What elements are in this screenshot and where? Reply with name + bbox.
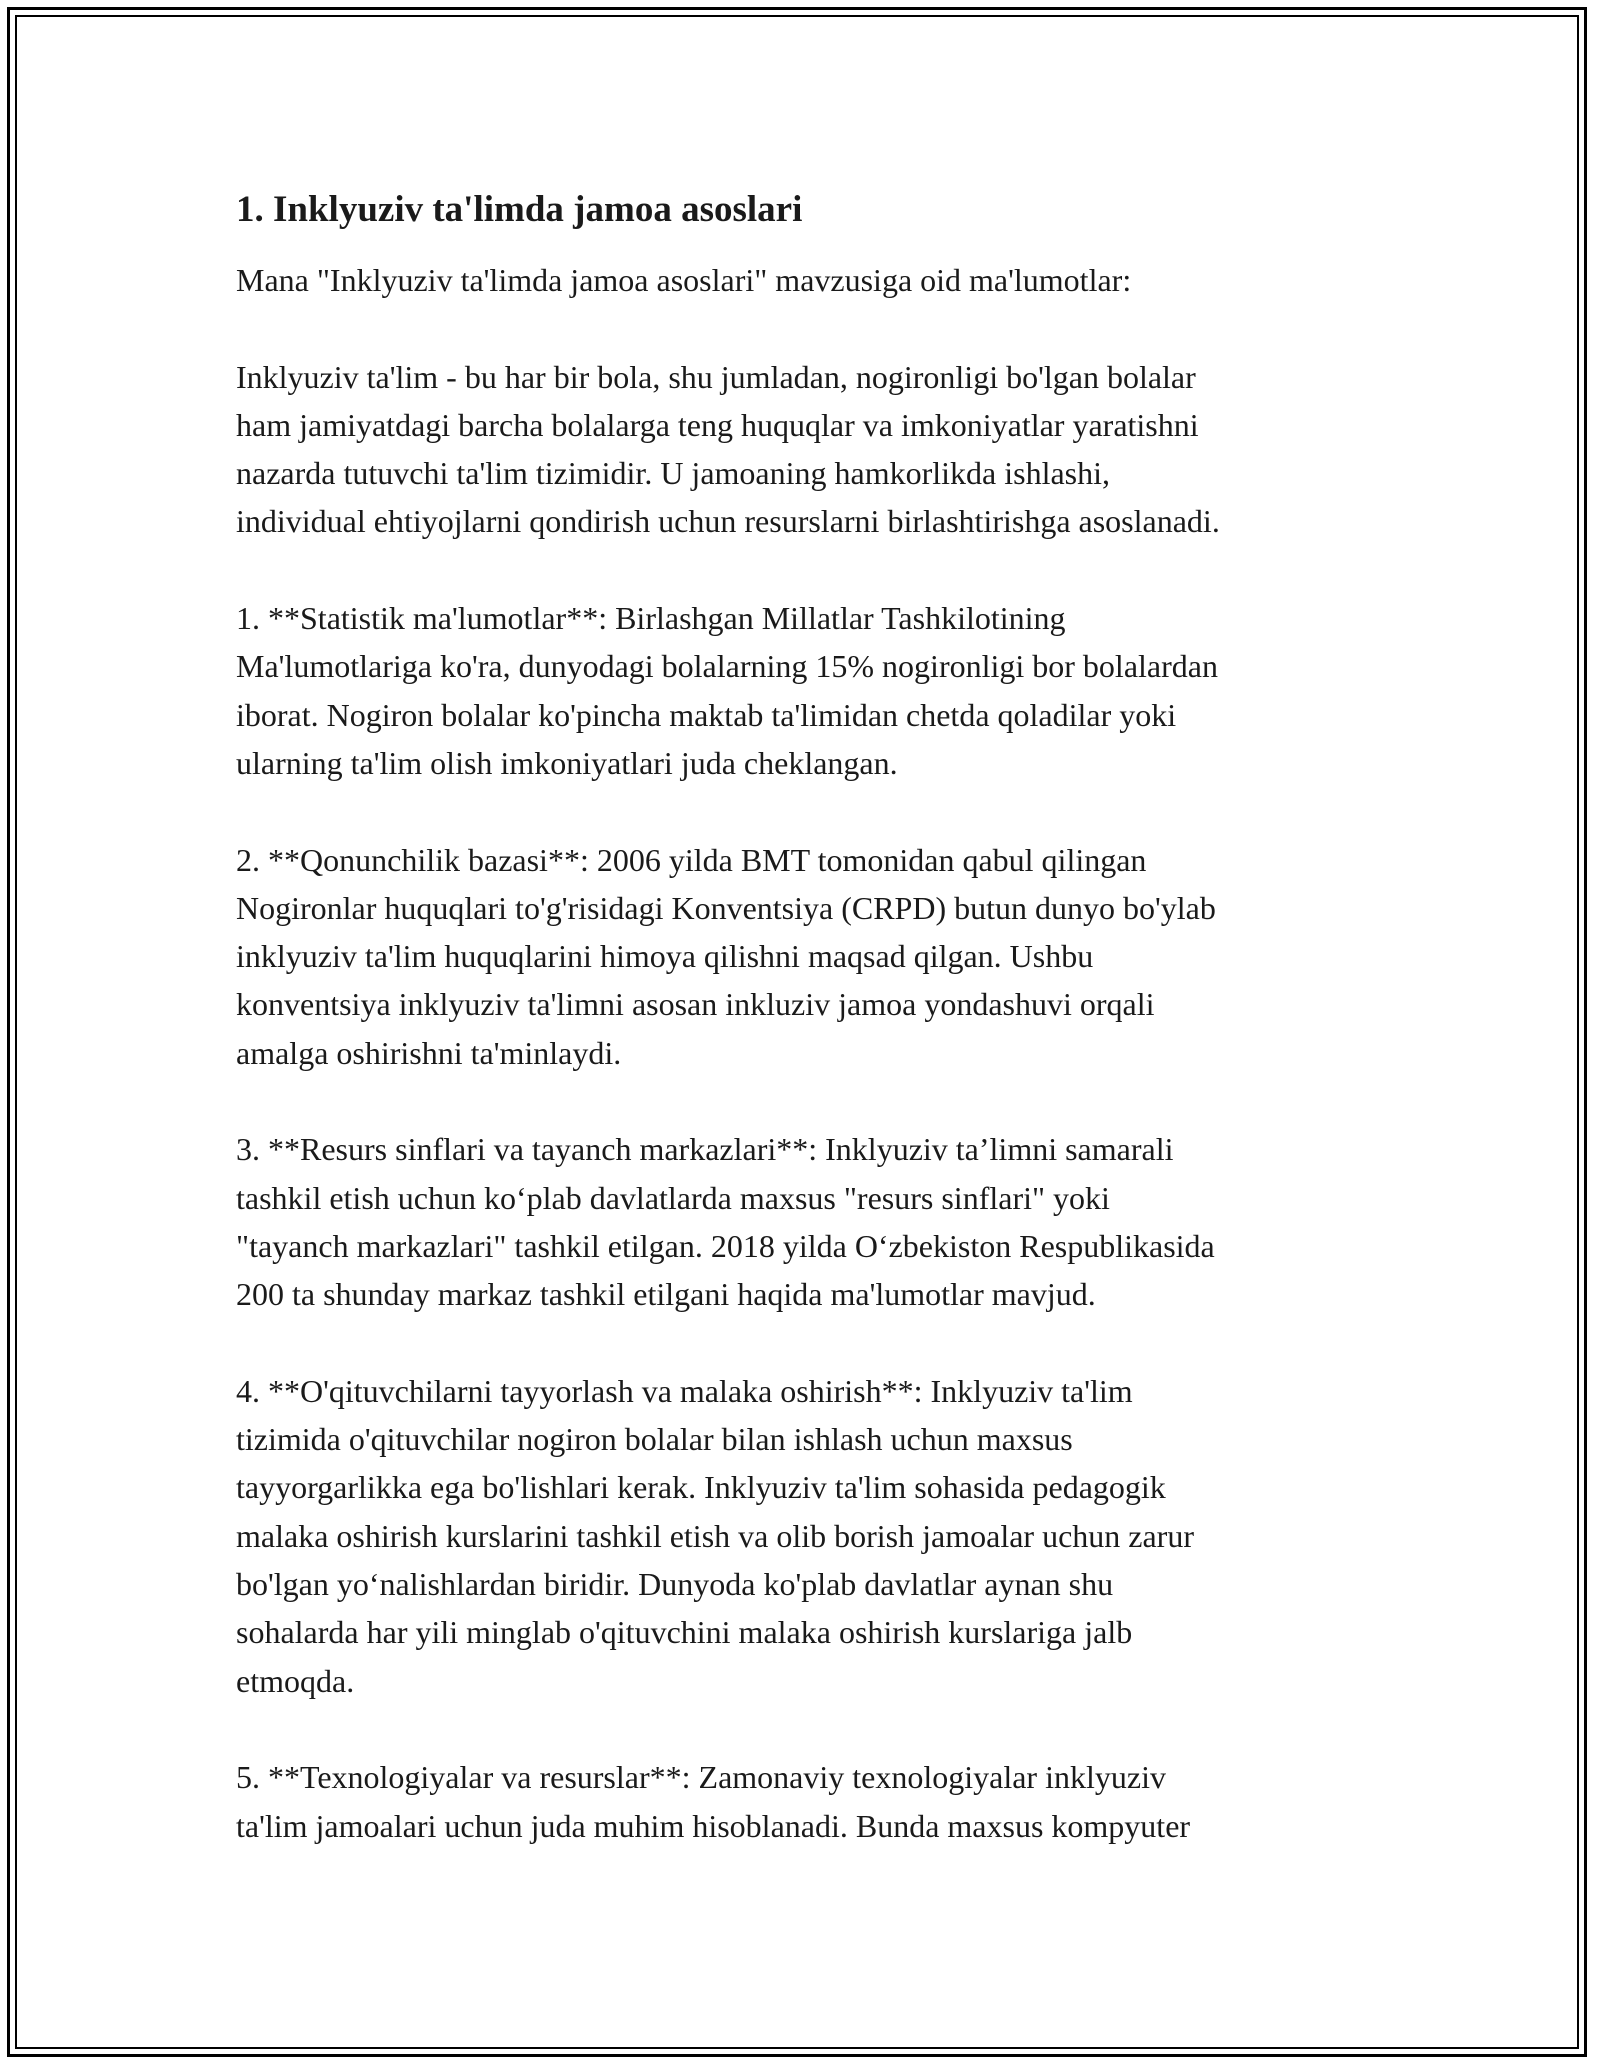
item-legal-basis: 2. **Qonunchilik bazasi**: 2006 yilda BMT tomonidan qabul qilingan Nogironlar huquqlari to'g'risidagi Konventsiya (CRPD) butun dunyo bo'ylab inklyuziv ta'lim huquqlarini himoya qilishni maqsad qilgan. Ushbu konventsiya inklyuziv ta'limni asosan inkluziv jamoa yondashuvi orqali amalga oshirishni ta'minlaydi. — [236, 841, 1216, 1071]
document-title: 1. Inklyuziv ta'limda jamoa asoslari — [236, 189, 803, 230]
intro-paragraph: Mana "Inklyuziv ta'limda jamoa asoslari" mavzusiga oid ma'lumotlar: — [236, 262, 1132, 298]
item-teacher-training: 4. **O'qituvchilarni tayyorlash va malaka oshirish**: Inklyuziv ta'lim tizimida o'qituvchilar nogiron bolalar bilan ishlash uchun maxsus tayyorgarlikka ega bo'lishlari kerak. Inklyuziv ta'lim sohasida pedagogik malaka oshirish kurslarini tashkil etish va olib borish jamoalar uchun zarur bo'lgan yo‘nalishlardan biridir. Dunyoda ko'plab davlatlar aynan shu sohalarda har yili minglab o'qituvchini malaka oshirish kurslariga jalb etmoqda. — [236, 1372, 1194, 1699]
document-body — [236, 186, 1386, 1898]
item-technologies: 5. **Texnologiyalar va resurslar**: Zamonaviy texnologiyalar inklyuziv ta'lim jamoalari uchun juda muhim hisoblanadi. Bunda maxsus kompyuter — [236, 1759, 1191, 1844]
item-resource-centers: 3. **Resurs sinflari va tayanch markazlari**: Inklyuziv ta’limni samarali tashkil etish uchun ko‘plab davlatlarda maxsus "resurs sinflari" yoki "tayanch markazlari" tashkil etilgan. 2018 yilda O‘zbekiston Respublikasida 200 ta shunday markaz tashkil etilgani haqida ma'lumotlar mavjud. — [236, 1131, 1215, 1313]
definition-paragraph: Inklyuziv ta'lim - bu har bir bola, shu jumladan, nogironligi bo'lgan bolalar ham jamiyatdagi barcha bolalarga teng huquqlar va imkoniyatlar yaratishni nazarda tutuvchi ta'lim tizimidir. U jamoaning hamkorlikda ishlashi, individual ehtiyojlarni qondirish uchun resurslarni birlashtirishga asoslanadi. — [236, 358, 1220, 540]
item-statistics: 1. **Statistik ma'lumotlar**: Birlashgan Millatlar Tashkilotining Ma'lumotlariga ko'ra, dunyodagi bolalarning 15% nogironligi bor bolalardan iborat. Nogiron bolalar ko'pincha maktab ta'limidan chetda qoladilar yoki ularning ta'lim olish imkoniyatlari juda cheklangan. — [236, 600, 1218, 781]
